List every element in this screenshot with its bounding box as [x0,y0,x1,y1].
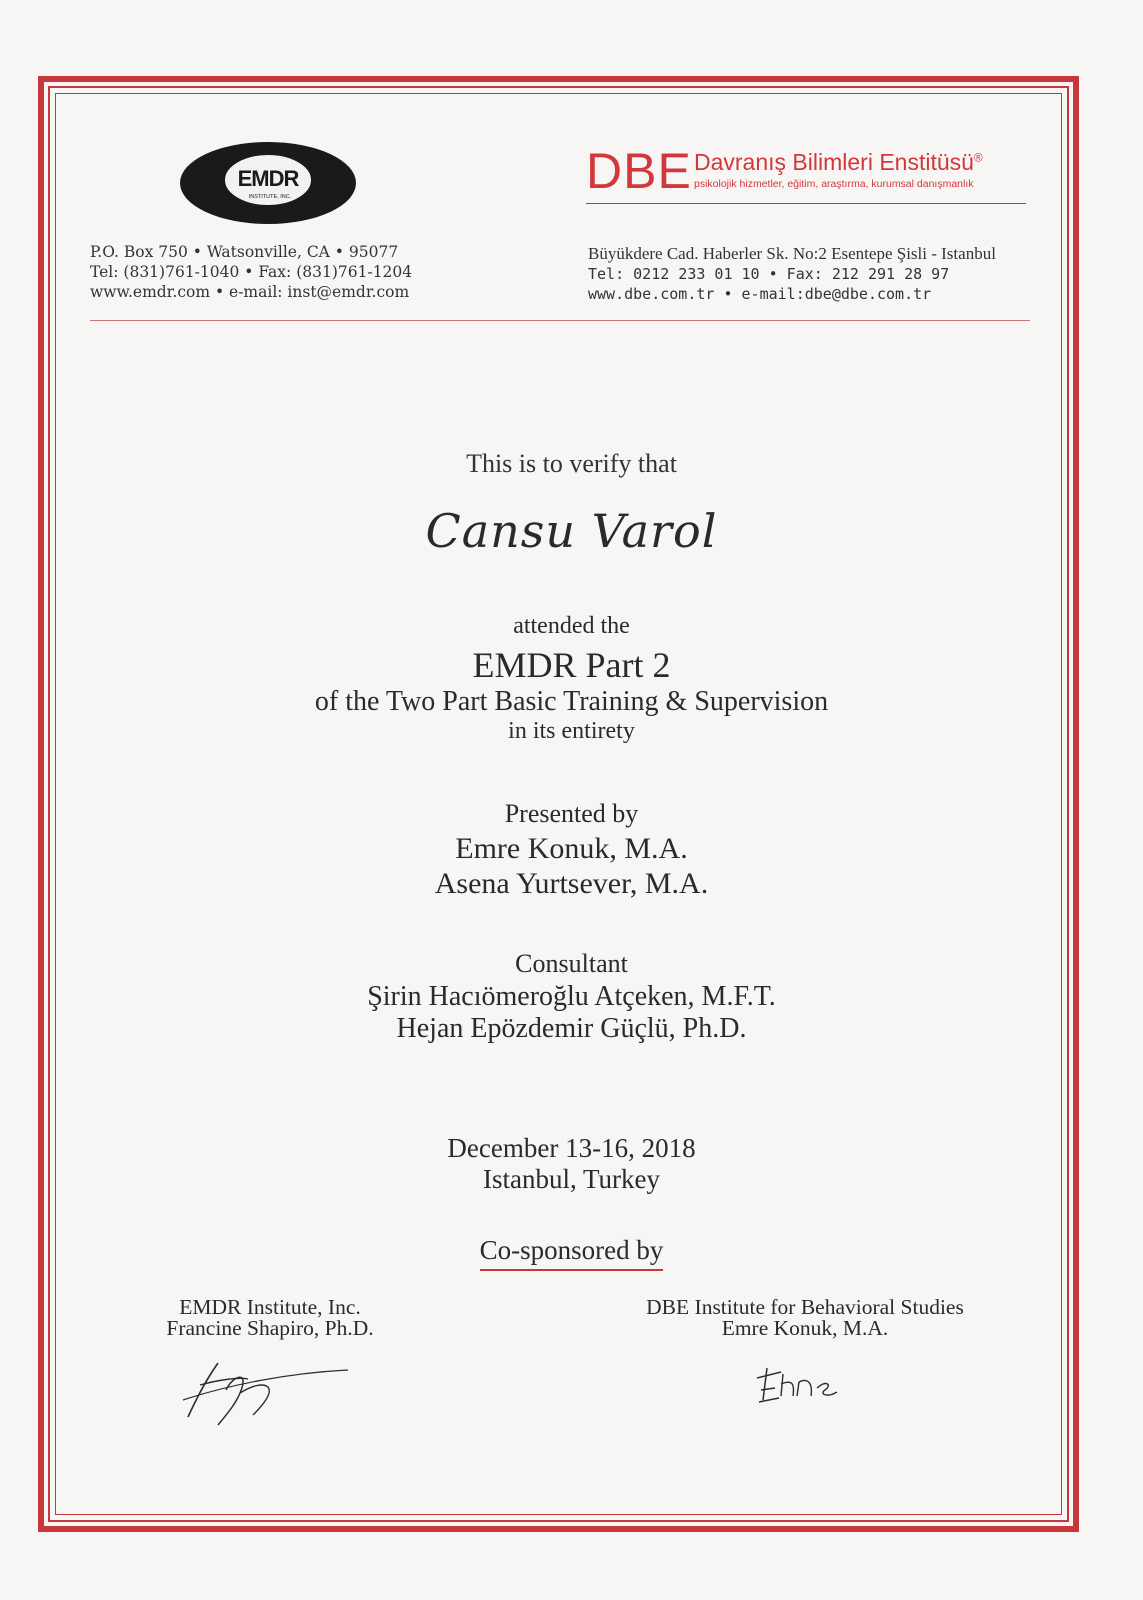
sponsor-dbe [610,1297,1000,1339]
sponsor-org: DBE Institute for Behavioral Studies [646,1295,964,1319]
recipient-name: Cansu Varol [425,504,718,558]
dbe-web-line: www.dbe.com.tr • e-mail:dbe@dbe.com.tr [588,285,932,303]
entirety-text: in its entirety [508,718,635,744]
sponsor-person: Francine Shapiro, Ph.D. [166,1316,374,1340]
dbe-logo-name-text: Davranış Bilimleri Enstitüsü [694,149,974,175]
sponsor-person: Emre Konuk, M.A. [721,1316,889,1340]
emdr-web-line: www.emdr.com • e-mail: inst@emdr.com [90,283,410,301]
course-subtitle: of the Two Part Basic Training & Supervision [314,686,829,717]
dbe-logo-underline [586,203,1026,204]
verify-text: This is to verify that [466,449,677,478]
consultant-name: Hejan Epözdemir Güçlü, Ph.D. [396,1013,747,1044]
consultant-name: Şirin Hacıömeroğlu Atçeken, M.F.T. [367,981,776,1012]
presenter-name: Emre Konuk, M.A. [455,832,688,865]
attended-text: attended the [513,613,630,639]
dbe-institute-logo [586,145,1036,215]
emdr-address-line: P.O. Box 750 • Watsonville, CA • 95077 [90,243,399,261]
sponsor-emdr [130,1297,410,1339]
dbe-address-block [588,244,996,304]
emdr-address-block [90,242,412,302]
emdr-logo-text: EMDR [237,166,299,191]
dbe-logo-mark: DBE [586,143,692,199]
emdr-institute-logo [178,140,358,226]
training-dates: December 13-16, 2018 [447,1133,696,1163]
signature-shapiro [178,1355,358,1435]
sponsor-org: EMDR Institute, Inc. [179,1295,361,1319]
signature-konuk [755,1360,865,1420]
cosponsored-block [0,1235,1143,1271]
cosponsored-by-label: Co-sponsored by [480,1235,664,1271]
dbe-logo-tagline: psikolojik hizmetler, eğitim, araştırma, kurumsal danışmanlık [694,178,974,190]
dbe-logo-name [694,149,983,176]
course-title: EMDR Part 2 [472,645,671,685]
training-location: Istanbul, Turkey [482,1164,661,1194]
dbe-phone-line: Tel: 0212 233 01 10 • Fax: 212 291 28 97 [588,265,950,283]
registered-mark: ® [973,150,983,165]
presented-by-label: Presented by [504,799,639,828]
dbe-address-line: Büyükdere Cad. Haberler Sk. No:2 Esentepe Şisli - Istanbul [588,244,996,263]
header-divider [90,320,1030,321]
consultant-label: Consultant [515,949,628,978]
emdr-phone-line: Tel: (831)761-1040 • Fax: (831)761-1204 [90,263,413,281]
presenter-name: Asena Yurtsever, M.A. [434,867,709,900]
emdr-logo-subtext: INSTITUTE, INC. [248,194,292,200]
